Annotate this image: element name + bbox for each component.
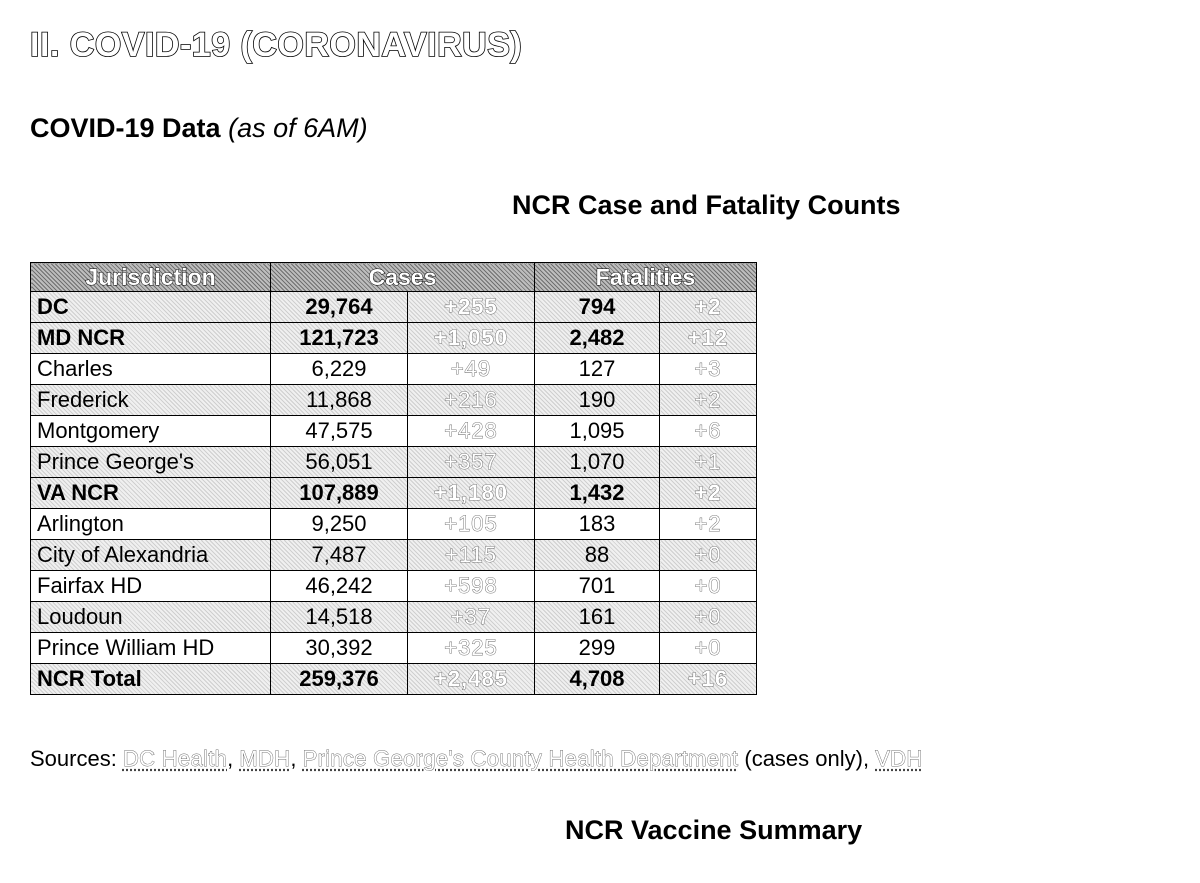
jurisdiction-cell: VA NCR — [31, 478, 271, 509]
sources-prefix: Sources: — [30, 746, 123, 771]
fatalities-cell: 161 — [535, 602, 660, 633]
table-row — [31, 478, 757, 509]
jurisdiction-cell: Prince George's — [31, 447, 271, 478]
table-row — [31, 447, 757, 478]
cases-cell: 30,392 — [271, 633, 408, 664]
table-row — [31, 509, 757, 540]
cases-cell: 121,723 — [271, 323, 408, 354]
fatalities-change-cell: +2 — [660, 292, 757, 323]
table-row — [31, 633, 757, 664]
fatalities-cell: 1,432 — [535, 478, 660, 509]
subheading-timestamp: (as of 6AM) — [228, 113, 368, 143]
jurisdiction-cell: Frederick — [31, 385, 271, 416]
covid-data-heading — [30, 113, 368, 144]
header-jurisdiction: Jurisdiction — [31, 263, 271, 292]
cases-change-cell: +216 — [408, 385, 535, 416]
sources-line — [30, 746, 923, 772]
table-header-row — [31, 263, 757, 292]
fatalities-change-cell: +2 — [660, 478, 757, 509]
fatalities-cell: 127 — [535, 354, 660, 385]
cases-change-cell: +105 — [408, 509, 535, 540]
table-row — [31, 571, 757, 602]
cases-cell: 9,250 — [271, 509, 408, 540]
table-row — [31, 602, 757, 633]
source-link-mdh[interactable]: MDH — [239, 746, 291, 771]
header-cases: Cases — [271, 263, 535, 292]
source-link-dc-health[interactable]: DC Health — [122, 746, 228, 771]
jurisdiction-cell: Prince William HD — [31, 633, 271, 664]
cases-cell: 107,889 — [271, 478, 408, 509]
cases-change-cell: +115 — [408, 540, 535, 571]
cases-change-cell: +2,485 — [408, 664, 535, 695]
table-row — [31, 385, 757, 416]
jurisdiction-cell: Charles — [31, 354, 271, 385]
fatalities-change-cell: +12 — [660, 323, 757, 354]
cases-cell: 46,242 — [271, 571, 408, 602]
cases-cell: 47,575 — [271, 416, 408, 447]
table-row — [31, 354, 757, 385]
fatalities-change-cell: +1 — [660, 447, 757, 478]
cases-change-cell: +37 — [408, 602, 535, 633]
jurisdiction-cell: Loudoun — [31, 602, 271, 633]
cases-cell: 56,051 — [271, 447, 408, 478]
fatalities-cell: 2,482 — [535, 323, 660, 354]
sources-separator: , — [227, 746, 240, 771]
cases-cell: 11,868 — [271, 385, 408, 416]
fatalities-cell: 190 — [535, 385, 660, 416]
fatalities-change-cell: +0 — [660, 540, 757, 571]
jurisdiction-cell: City of Alexandria — [31, 540, 271, 571]
jurisdiction-cell: NCR Total — [31, 664, 271, 695]
fatalities-cell: 299 — [535, 633, 660, 664]
cases-change-cell: +598 — [408, 571, 535, 602]
table-row — [31, 540, 757, 571]
jurisdiction-cell: Arlington — [31, 509, 271, 540]
cases-change-cell: +255 — [408, 292, 535, 323]
cases-change-cell: +1,180 — [408, 478, 535, 509]
vaccine-summary-title: NCR Vaccine Summary — [565, 815, 863, 845]
table-row — [31, 292, 757, 323]
header-fatalities: Fatalities — [535, 263, 757, 292]
cases-cell: 259,376 — [271, 664, 408, 695]
fatalities-cell: 183 — [535, 509, 660, 540]
table-title: NCR Case and Fatality Counts — [512, 190, 901, 220]
table-row — [31, 323, 757, 354]
subheading-title: COVID-19 Data — [30, 113, 221, 143]
cases-change-cell: +1,050 — [408, 323, 535, 354]
table-row — [31, 416, 757, 447]
cases-cell: 7,487 — [271, 540, 408, 571]
fatalities-change-cell: +16 — [660, 664, 757, 695]
fatalities-cell: 88 — [535, 540, 660, 571]
jurisdiction-cell: DC — [31, 292, 271, 323]
sources-cases-only-note: (cases only), — [738, 746, 876, 771]
fatalities-change-cell: +0 — [660, 602, 757, 633]
source-link-pg-county-health[interactable]: Prince George's County Health Department — [302, 746, 739, 771]
jurisdiction-cell: Fairfax HD — [31, 571, 271, 602]
fatalities-change-cell: +6 — [660, 416, 757, 447]
jurisdiction-cell: MD NCR — [31, 323, 271, 354]
cases-change-cell: +49 — [408, 354, 535, 385]
cases-cell: 14,518 — [271, 602, 408, 633]
cases-change-cell: +428 — [408, 416, 535, 447]
fatalities-cell: 1,095 — [535, 416, 660, 447]
cases-change-cell: +325 — [408, 633, 535, 664]
cases-cell: 29,764 — [271, 292, 408, 323]
fatalities-cell: 701 — [535, 571, 660, 602]
source-link-vdh[interactable]: VDH — [875, 746, 923, 771]
jurisdiction-cell: Montgomery — [31, 416, 271, 447]
fatalities-change-cell: +3 — [660, 354, 757, 385]
cases-change-cell: +357 — [408, 447, 535, 478]
table-row — [31, 664, 757, 695]
case-fatality-table — [30, 262, 757, 695]
fatalities-change-cell: +2 — [660, 509, 757, 540]
fatalities-cell: 794 — [535, 292, 660, 323]
fatalities-cell: 1,070 — [535, 447, 660, 478]
fatalities-change-cell: +2 — [660, 385, 757, 416]
section-heading: II. COVID-19 (CORONAVIRUS) — [30, 26, 523, 64]
fatalities-change-cell: +0 — [660, 633, 757, 664]
fatalities-cell: 4,708 — [535, 664, 660, 695]
fatalities-change-cell: +0 — [660, 571, 757, 602]
table-body — [31, 292, 757, 695]
sources-separator: , — [290, 746, 303, 771]
cases-cell: 6,229 — [271, 354, 408, 385]
